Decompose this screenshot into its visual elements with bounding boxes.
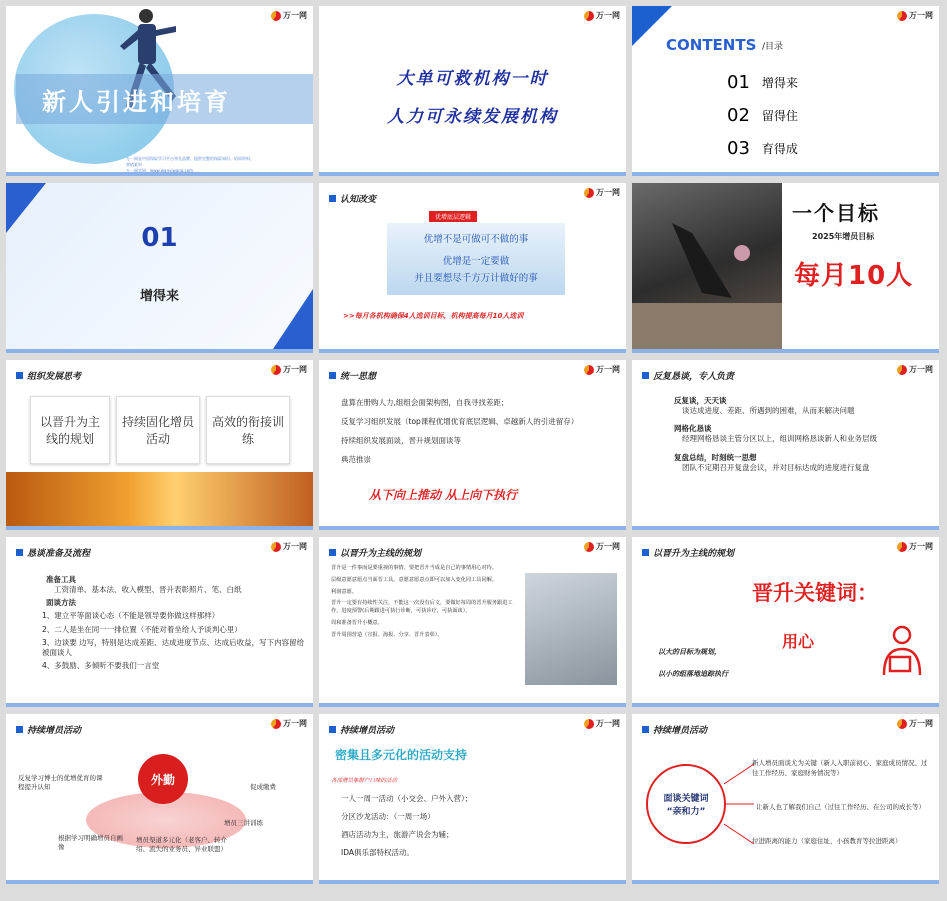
logo: 万一网 bbox=[584, 10, 620, 21]
list-item: 1、建立平等面谈心态（不能是领导要你做这样那样） bbox=[42, 611, 220, 621]
logo: 万一网 bbox=[584, 718, 620, 729]
bullet-square-icon bbox=[329, 372, 336, 379]
keyword-heading: 晋升关键词： bbox=[752, 580, 878, 605]
point-heading: 复盘总结，时刻统一思想 bbox=[674, 452, 757, 462]
list-item: 周和准备晋升小概意。 bbox=[331, 619, 383, 626]
slide-header: 以晋升为主线的规划 bbox=[642, 546, 734, 559]
slide-header: 持续增员活动 bbox=[642, 723, 707, 736]
bullet-square-icon bbox=[642, 372, 649, 379]
list-item: 典范推崇 bbox=[341, 455, 371, 465]
step-detail: 工资清单、基本法、收入模型、晋升表彰照片、笔、白纸 bbox=[54, 585, 242, 595]
goal-value: 每月10人 bbox=[794, 261, 914, 291]
slide-header: 组织发展思考 bbox=[16, 369, 81, 382]
bullet-square-icon bbox=[642, 726, 649, 733]
key-points bbox=[674, 396, 934, 473]
list-item: 晋升一定要有持续性关注，不能这一次没有后文，要做好每周的晋升服务跟进工作，进度预警(后期跟进可执行诊断，可执诊疗，可执面谈）。 bbox=[331, 600, 513, 615]
list-item: 酒店活动为主，旅游产说会为辅； bbox=[341, 830, 454, 840]
slide-title: 新人引进和培育 bbox=[42, 87, 231, 116]
slide-header: 持续增员活动 bbox=[16, 723, 81, 736]
center-badge: 外勤 bbox=[138, 754, 188, 804]
sunset-image bbox=[6, 472, 313, 530]
list-item: 反复学习组织发展（top课程优增优育底层逻辑、卓越新人的引进留存） bbox=[341, 417, 579, 427]
goal-sub: 2025年增员目标 bbox=[812, 232, 875, 241]
logo: 万一网 bbox=[897, 364, 933, 375]
list-item: 晋升周围营造（宣报、海报、分享、晋升表彰）。 bbox=[331, 631, 443, 638]
slide-3[interactable] bbox=[632, 6, 939, 176]
point-heading: 反复谈，天天谈 bbox=[674, 396, 727, 405]
point-heading: 网格化恳谈 bbox=[674, 424, 712, 434]
logo: 万一网 bbox=[584, 187, 620, 198]
key-item: 让新人也了解我们自己（过往工作经历、在公司的成长等） bbox=[756, 803, 925, 811]
logo: 万一网 bbox=[271, 364, 307, 375]
activity-item: 反复学习博士的优增优育的课程提升认知 bbox=[18, 774, 103, 792]
list-item: 一人一周一活动（小交会、户外入营）； bbox=[341, 794, 473, 803]
toc-item[interactable]: 02 留得住 bbox=[727, 105, 798, 126]
slide-6[interactable] bbox=[632, 183, 939, 353]
logo: 万一网 bbox=[897, 718, 933, 729]
slide-4[interactable] bbox=[6, 183, 313, 353]
strategy-card: 持续固化增员活动 bbox=[116, 396, 200, 464]
list-item: 层级意愿意愿点当面晋工具，意愿意愿意点即可以加入变化同工具同解。 bbox=[331, 576, 498, 583]
person-reading-icon bbox=[872, 623, 932, 687]
bullet-list bbox=[341, 398, 621, 466]
slide-12[interactable] bbox=[632, 537, 939, 707]
connector-lines bbox=[724, 754, 754, 854]
bullet-square-icon bbox=[329, 195, 336, 202]
list-item: 2、二人是坐在同一一排位置（不能对着坐给人予谈判心里） bbox=[42, 624, 242, 634]
slide-11[interactable] bbox=[319, 537, 626, 707]
bullet-square-icon bbox=[16, 549, 23, 556]
photo-placeholder bbox=[525, 573, 617, 685]
slide-header: 持续增员活动 bbox=[329, 723, 394, 736]
headline-line-1: 大单可救机构一时 bbox=[396, 69, 549, 89]
bullet-square-icon bbox=[642, 549, 649, 556]
activity-item: 促成缴费 bbox=[250, 783, 276, 791]
list-item: 利润意愿。 bbox=[331, 588, 357, 595]
slide-10[interactable] bbox=[6, 537, 313, 707]
logo: 万一网 bbox=[584, 364, 620, 375]
subheading: 各部增员集群户口味的活动 bbox=[331, 778, 398, 784]
activity-item: 增员三讲训练 bbox=[224, 819, 263, 827]
info-box: 优增不是可做可不做的事 优增是一定要做 并且要想尽千方万计做好的事 bbox=[387, 223, 565, 295]
tag-label: 优增底层逻辑 bbox=[429, 211, 477, 222]
logo: 万一网 bbox=[897, 541, 933, 552]
activity-item: 增员渠道多元化（老客户、转介绍、流失的业务员、异业联盟） bbox=[136, 836, 227, 854]
slide-5[interactable] bbox=[319, 183, 626, 353]
slide-header: 反复恳谈，专人负责 bbox=[642, 369, 734, 382]
slide-header: 以晋升为主线的规划 bbox=[329, 546, 421, 559]
keyword-circle: 面谈关键词 “亲和力” bbox=[646, 764, 726, 844]
plan-line-2: 以小的组落地追踪执行 bbox=[658, 670, 728, 678]
step-heading: 面谈方法 bbox=[46, 598, 76, 608]
slide-1[interactable] bbox=[6, 6, 313, 176]
bullet-square-icon bbox=[329, 726, 336, 733]
slide-2[interactable] bbox=[319, 6, 626, 176]
slide-14[interactable] bbox=[319, 714, 626, 884]
step-heading: 准备工具 bbox=[46, 575, 76, 584]
plan-line-1: 以大的目标为规划， bbox=[658, 648, 721, 656]
activity-item: 根据学习明确增员自画像 bbox=[58, 834, 123, 852]
footer-slogan: >>每月各机构确保4人选训目标，机构提高每月10人选训 bbox=[343, 312, 524, 320]
section-heading: 密集且多元化的活动支持 bbox=[335, 748, 468, 762]
list-item: 晋升是一件事而是要重视的事情，要把晋升当成是自己的事情用心对待。 bbox=[331, 565, 498, 571]
section-number: 01 bbox=[141, 223, 178, 253]
slide-13[interactable] bbox=[6, 714, 313, 884]
slide-header: 统一思想 bbox=[329, 369, 376, 382]
slide-header: 认知改变 bbox=[329, 192, 376, 205]
list-item: 4、多鼓励、多倾听不要我们一言堂 bbox=[42, 660, 160, 670]
strategy-card: 高效的衔接训练 bbox=[206, 396, 290, 464]
slide-header: 恳谈准备及流程 bbox=[16, 546, 90, 559]
slide-7[interactable] bbox=[6, 360, 313, 530]
point-detail: 经理网格恳谈主管分区以上，组训网格恳谈新人和业务层级 bbox=[682, 434, 877, 444]
key-item: 拉进距离的能力（家庭住址，小孩教育等拉进距离） bbox=[752, 837, 902, 845]
bullet-square-icon bbox=[329, 549, 336, 556]
list-item: 持续组织发展面谈，晋升规划面谈等 bbox=[341, 436, 461, 446]
bullet-square-icon bbox=[16, 372, 23, 379]
slide-8[interactable] bbox=[319, 360, 626, 530]
headline-line-2: 人力可永续发展机构 bbox=[387, 107, 558, 127]
bullet-list bbox=[341, 794, 611, 859]
list-item: IDA俱乐部特权活动。 bbox=[341, 848, 414, 858]
toc-item[interactable]: 03 育得成 bbox=[727, 138, 798, 159]
list-item: 3、边谈要 边写，特别是达成差距、达成进度节点、达成后收益，写下内容留给被面谈人 bbox=[42, 637, 305, 657]
contents-sub: /目录 bbox=[762, 42, 784, 52]
footer-note: 万一网是中国保险学习平台领先品牌，提供完整的保险知识、培训资料、营销素材 万一网官网：www.wanyiwang.com bbox=[126, 156, 254, 173]
toc-item[interactable]: 01 增得来 bbox=[727, 72, 798, 93]
slogan: 从下向上推动 从上向下执行 bbox=[369, 488, 518, 502]
strategy-card: 以晋升为主线的规划 bbox=[30, 396, 110, 464]
toc-list bbox=[727, 72, 798, 159]
slide-15[interactable] bbox=[632, 714, 939, 884]
goal-heading: 一个目标 bbox=[792, 201, 880, 225]
logo: 万一网 bbox=[271, 541, 307, 552]
sprinter-photo bbox=[632, 183, 782, 353]
list-item: 盘算在册购人力,组组会面架构图，自我寻找差距； bbox=[341, 398, 509, 407]
point-detail: 谈达成进度、差距、所遇到的困难，从而来解决问题 bbox=[682, 406, 855, 416]
bullet-square-icon bbox=[16, 726, 23, 733]
logo: 万一网 bbox=[897, 10, 933, 21]
key-item: 新人增员面谈尤为关键（新人入职前初心、家庭成员情况、过往工作经历、家庭财务情况等） bbox=[752, 759, 928, 778]
list-item: 分区沙龙活动：（一周一场） bbox=[341, 812, 435, 822]
process-list bbox=[42, 575, 308, 671]
contents-heading: CONTENTS bbox=[666, 36, 757, 54]
point-detail: 团队不定期召开复盘会议，并对目标达成的进度进行复盘 bbox=[682, 462, 870, 472]
slide-9[interactable] bbox=[632, 360, 939, 530]
logo: 万一网 bbox=[271, 10, 307, 21]
logo: 万一网 bbox=[584, 541, 620, 552]
keyword: 用心 bbox=[782, 632, 815, 651]
logo: 万一网 bbox=[271, 718, 307, 729]
section-title: 增得来 bbox=[139, 289, 179, 304]
bullet-list bbox=[331, 565, 519, 640]
